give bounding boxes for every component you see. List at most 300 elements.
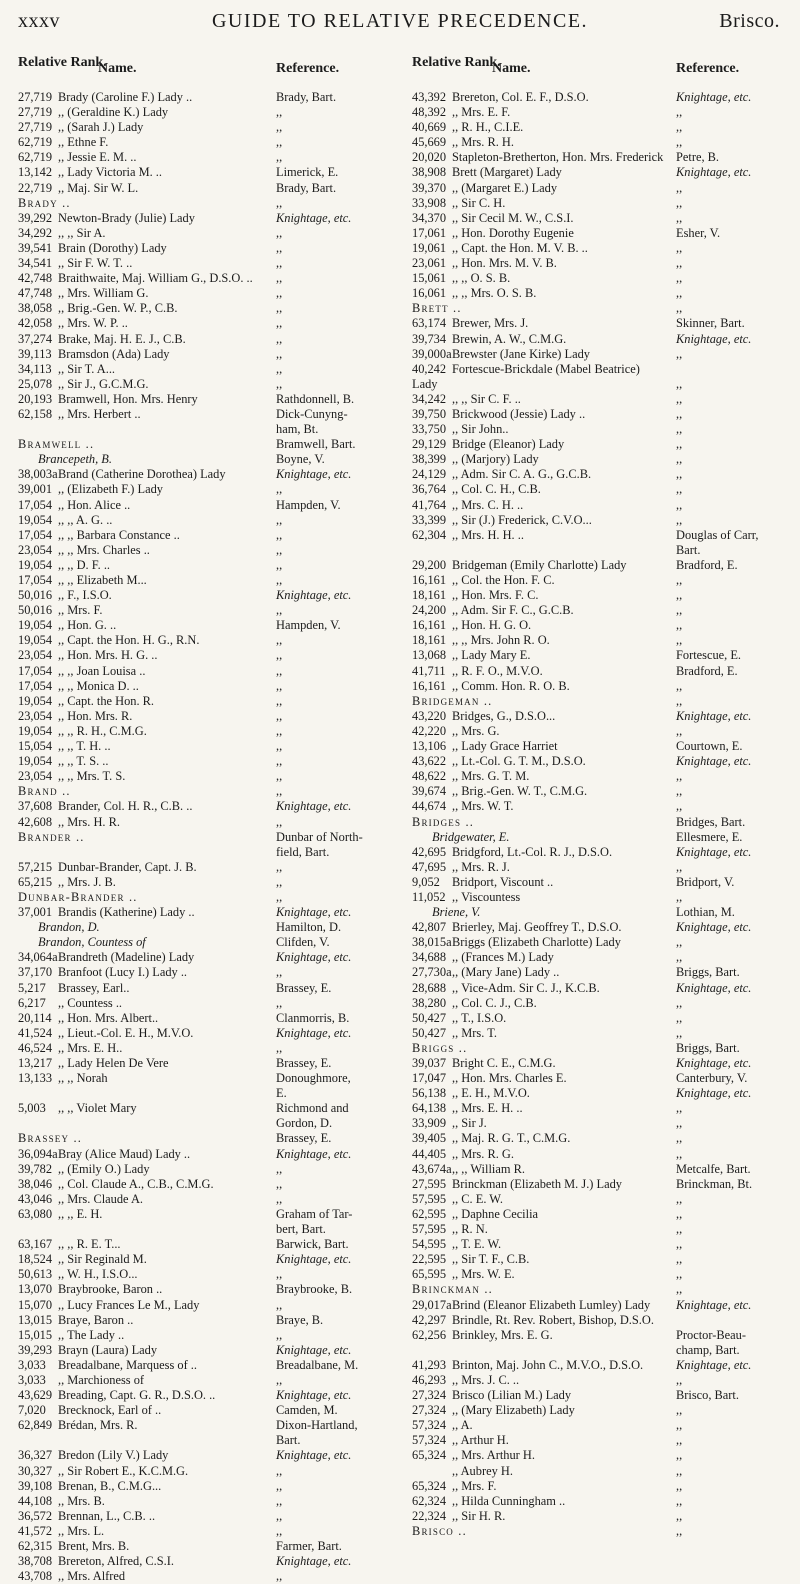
entry-reference: Proctor-Beau- [676, 1327, 746, 1342]
rank-number: 43,674a [412, 1161, 452, 1176]
entry-row [18, 1282, 394, 1297]
entry-reference: ,, [676, 1372, 683, 1387]
entry-row [18, 120, 394, 135]
entry-reference: ,, [276, 361, 283, 376]
entry-reference: Petre, B. [676, 150, 720, 165]
entry-row [18, 1418, 394, 1433]
rank-number: 19,054 [18, 693, 53, 708]
entry-reference: ,, [276, 874, 283, 889]
entry-name: Bridges .. [412, 814, 475, 829]
entry-name: Brett (Margaret) Lady [452, 165, 562, 180]
entry-reference: Braybrooke, B. [276, 1282, 353, 1297]
rank-number: 50,427 [412, 1025, 447, 1040]
entry-reference: ,, [676, 376, 683, 391]
entry-name: ,, Sir (J.) Frederick, C.V.O... [452, 512, 592, 527]
entry-name: ,, Mrs. Claude A. [58, 1191, 144, 1206]
entry-reference: ,, [676, 859, 683, 874]
entry-name: Newton-Brady (Julie) Lady [58, 210, 195, 225]
entry-name: ,, Mrs. J. B. [58, 874, 116, 889]
entry-reference: ,, [676, 210, 683, 225]
entry-name: Brindle, Rt. Rev. Robert, Bishop, D.S.O. [452, 1312, 654, 1327]
running-head: Brisco. [719, 10, 780, 32]
entry-name: Briene, V. [432, 905, 481, 920]
rank-number: 23,054 [18, 648, 53, 663]
entry-row [412, 845, 790, 860]
entry-reference: ,, [676, 1237, 683, 1252]
rank-number: 24,200 [412, 603, 447, 618]
rank-number: 63,167 [18, 1237, 53, 1252]
rank-number: 13,015 [18, 1312, 53, 1327]
rank-number: 28,688 [412, 980, 447, 995]
entry-row [412, 362, 790, 377]
entry-name: Brandon, Countess of [38, 935, 146, 950]
entry-row [18, 633, 394, 648]
entry-row [18, 1207, 394, 1222]
right-column [412, 54, 790, 1539]
rank-number: 43,392 [412, 90, 447, 104]
entry-row [412, 513, 790, 528]
entry-row [18, 467, 394, 482]
rank-number: 19,054 [18, 633, 53, 648]
rank-number: 65,324 [412, 1448, 447, 1463]
entry-row [412, 1388, 790, 1403]
rank-number: 38,399 [412, 452, 447, 467]
rank-number: 27,595 [412, 1176, 447, 1191]
entry-reference: Graham of Tar- [276, 1206, 353, 1221]
rank-number: 57,324 [412, 1418, 447, 1433]
entry-reference: ,, [676, 1523, 683, 1538]
entry-reference: ,, [276, 1161, 283, 1176]
entry-reference: ,, [676, 1116, 683, 1131]
entry-row [18, 256, 394, 271]
entry-row [18, 377, 394, 392]
rank-number: 13,133 [18, 1071, 53, 1086]
entry-row [412, 784, 790, 799]
entry-row [18, 362, 394, 377]
entry-reference: ,, [276, 120, 283, 135]
entry-name: Brake, Maj. H. E. J., C.B. [58, 331, 186, 346]
entry-row [18, 769, 394, 784]
entry-reference: ,, [276, 603, 283, 618]
entry-name: ,, Mrs. W. T. [452, 799, 514, 814]
entry-reference: ,, [676, 950, 683, 965]
entry-name: Fortescue-Brickdale (Mabel Beatrice) [452, 361, 640, 376]
entry-name: ,, Lady Victoria M. .. [58, 165, 162, 180]
entry-row [18, 573, 394, 588]
entry-row [18, 437, 394, 452]
rank-number: 19,054 [18, 618, 53, 633]
entry-name: ,, Col. Claude A., C.B., C.M.G. [58, 1176, 214, 1191]
entry-name: ,, Adm. Sir F. C., G.C.B. [452, 603, 574, 618]
entry-name: ,, Hon. G. .. [58, 618, 117, 633]
rank-number: 57,215 [18, 859, 53, 874]
entry-reference: ,, [276, 256, 283, 271]
entry-reference: ,, [276, 678, 283, 693]
entry-name: ,, Lady Mary E. [452, 648, 531, 663]
entry-reference: Knightage, etc. [276, 1025, 352, 1040]
entry-reference: champ, Bart. [676, 1342, 740, 1357]
entry-reference: ,, [676, 406, 683, 421]
entry-reference: ,, [676, 195, 683, 210]
entry-reference: Brady, Bart. [276, 180, 337, 195]
entry-reference: ,, [676, 693, 683, 708]
entry-name: Brain (Dorothy) Lady [58, 240, 167, 255]
rank-number: 5,003 [18, 1101, 46, 1116]
entry-reference: ,, [676, 1131, 683, 1146]
entry-name: Braye, Baron .. [58, 1312, 134, 1327]
entry-reference: Knightage, etc. [676, 754, 752, 769]
entry-name: Brewin, A. W., C.M.G. [452, 331, 567, 346]
entry-row [18, 90, 394, 105]
entry-row [18, 1192, 394, 1207]
rank-number: 17,054 [18, 663, 53, 678]
entry-name: ,, (Mary Jane) Lady .. [452, 965, 560, 980]
entry-reference: ,, [276, 995, 283, 1010]
rank-number: 17,047 [412, 1071, 447, 1086]
entry-row [412, 679, 790, 694]
entry-reference: ,, [276, 225, 283, 240]
entry-row [18, 211, 394, 226]
entry-row [18, 950, 394, 965]
rank-number: 38,058 [18, 301, 53, 316]
rank-number: 43,629 [18, 1388, 53, 1403]
rank-number: 20,020 [412, 150, 447, 165]
rank-number: 39,037 [412, 1056, 447, 1070]
entry-row [412, 165, 790, 180]
entry-name: ,, Mrs. L. [58, 1523, 105, 1538]
rank-number: 16,061 [412, 286, 447, 301]
rank-number: 27,719 [18, 90, 53, 104]
rank-number: 18,161 [412, 633, 447, 648]
entry-name: Brassey, Earl.. [58, 980, 130, 995]
entry-name: ,, Sir Cecil M. W., C.S.I. [452, 210, 574, 225]
entry-reference: Knightage, etc. [676, 90, 752, 104]
entry-reference: ,, [676, 1252, 683, 1267]
entry-name: ,, Sir T. F., C.B. [452, 1252, 530, 1267]
rank-number: 57,324 [412, 1433, 447, 1448]
entry-row [18, 1433, 394, 1448]
entry-row [412, 799, 790, 814]
entry-reference: ,, [276, 376, 283, 391]
rank-number: 36,094a [18, 1146, 58, 1161]
entry-reference: Hamilton, D. [276, 920, 342, 935]
entry-reference: ,, [676, 1508, 683, 1523]
entry-row [412, 1313, 790, 1328]
entry-row [412, 633, 790, 648]
rank-number: 63,174 [412, 316, 447, 331]
entry-list [412, 90, 790, 1539]
entry-name: ,, Mrs. H. R. [58, 814, 120, 829]
entry-row [412, 996, 790, 1011]
entry-name: Brewster (Jane Kirke) Lady [452, 346, 590, 361]
rank-number: 45,669 [412, 135, 447, 150]
rank-number: 65,595 [412, 1267, 447, 1282]
entry-row [412, 739, 790, 754]
entry-row [18, 603, 394, 618]
entry-reference: Dick-Cunyng- [276, 406, 348, 421]
entry-row [412, 286, 790, 301]
entry-reference: ,, [276, 573, 283, 587]
rank-number: 22,595 [412, 1252, 447, 1267]
entry-row [412, 347, 790, 362]
entry-name: Brander .. [18, 829, 85, 844]
entry-reference: ,, [676, 452, 683, 467]
rank-number: 36,327 [18, 1448, 53, 1463]
entry-row [18, 724, 394, 739]
entry-row [18, 1554, 394, 1569]
entry-name: ,, Sir J. [452, 1116, 487, 1131]
entry-name: Brecknock, Earl of .. [58, 1403, 162, 1418]
rank-number: 41,711 [412, 663, 446, 678]
rank-number: 38,015a [412, 935, 452, 950]
entry-name: ,, Comm. Hon. R. O. B. [452, 678, 570, 693]
entry-name: ,, Maj. R. G. T., C.M.G. [452, 1131, 571, 1146]
entry-reference: ,, [676, 799, 683, 814]
entry-row [412, 437, 790, 452]
entry-name: ,, ,, Monica D. .. [58, 678, 139, 693]
entry-name: Brady (Caroline F.) Lady .. [58, 90, 193, 104]
entry-row [412, 1101, 790, 1116]
rank-number: 39,293 [18, 1342, 53, 1357]
entry-row [18, 1041, 394, 1056]
rank-heading: Relative Rank. [18, 55, 107, 70]
rank-number: 37,274 [18, 331, 53, 346]
rank-number: 56,138 [412, 1086, 447, 1101]
entry-row [18, 1448, 394, 1463]
entry-name: ,, Viscountess [452, 889, 521, 904]
entry-name: ,, Mrs. B. [58, 1493, 105, 1508]
entry-row [412, 1403, 790, 1418]
entry-reference: Bart. [676, 542, 701, 557]
entry-row [18, 1147, 394, 1162]
entry-reference: Lothian, M. [676, 905, 735, 920]
entry-row [412, 271, 790, 286]
entry-reference: ,, [276, 105, 283, 120]
rank-number: 41,572 [18, 1523, 53, 1538]
entry-row [412, 1298, 790, 1313]
entry-name: ,, ,, Mrs. Charles .. [58, 542, 150, 557]
entry-reference: Rathdonnell, B. [276, 391, 355, 406]
entry-name: ,, (Geraldine K.) Lady [58, 105, 169, 120]
entry-name: ,, Mrs. R. G. [452, 1146, 514, 1161]
entry-row [412, 301, 790, 316]
entry-reference: ,, [276, 286, 283, 301]
entry-name: ,, ,, Sir C. F. .. [452, 391, 521, 406]
rank-number: 44,405 [412, 1146, 447, 1161]
rank-number: 29,129 [412, 437, 447, 452]
entry-reference: ,, [276, 965, 283, 980]
entry-row [18, 528, 394, 543]
reference-heading: Reference. [676, 61, 740, 76]
rank-number: 38,708 [18, 1554, 53, 1569]
entry-name: ,, Col. C. J., C.B. [452, 995, 537, 1010]
entry-name: Brayn (Laura) Lady [58, 1342, 158, 1357]
entry-row [412, 528, 790, 543]
entry-reference: ,, [276, 1267, 283, 1282]
entry-reference: ,, [676, 497, 683, 512]
rank-number: 38,280 [412, 995, 447, 1010]
entry-name: ,, ,, Violet Mary [58, 1101, 137, 1116]
entry-name: Brisco (Lilian M.) Lady [452, 1388, 572, 1403]
entry-name: ,, Daphne Cecilia [452, 1206, 539, 1221]
entry-row [412, 332, 790, 347]
entry-reference: ,, [676, 1146, 683, 1161]
rank-number: 13,068 [412, 648, 447, 663]
entry-row [412, 1041, 790, 1056]
entry-reference: ,, [276, 754, 283, 769]
entry-name: ,, Mrs. G. T. M. [452, 769, 530, 784]
entry-row [412, 1147, 790, 1162]
entry-row [18, 1086, 394, 1101]
entry-row [412, 181, 790, 196]
entry-reference: Douglas of Carr, [676, 527, 759, 542]
rank-number: 19,054 [18, 754, 53, 769]
entry-reference: Bradford, E. [676, 663, 738, 678]
entry-name: Bridgeman (Emily Charlotte) Lady [452, 557, 627, 572]
entry-row [412, 1011, 790, 1026]
entry-reference: Brisco, Bart. [676, 1388, 739, 1403]
entry-name: ,, Sir T. A... [58, 361, 116, 376]
entry-row [18, 694, 394, 709]
entry-reference: ,, [676, 422, 683, 437]
entry-reference: Fortescue, E. [676, 648, 742, 663]
rank-heading: Relative Rank. [412, 55, 501, 70]
rank-number: 62,315 [18, 1539, 53, 1553]
rank-number: 64,138 [412, 1101, 447, 1116]
entry-row [412, 120, 790, 135]
rank-number: 22,719 [18, 180, 53, 195]
entry-reference: ,, [276, 693, 283, 708]
rank-number: 62,849 [18, 1418, 53, 1433]
entry-reference: ,, [276, 301, 283, 316]
entry-name: ,, ,, T. H. .. [58, 739, 111, 754]
entry-row [18, 1267, 394, 1282]
rank-number: 42,220 [412, 723, 447, 738]
rank-number: 48,622 [412, 769, 447, 784]
rank-number: 39,001 [18, 482, 53, 497]
rank-number: 34,292 [18, 225, 53, 240]
entry-row [412, 135, 790, 150]
entry-name: ,, ,, Elizabeth M... [58, 573, 147, 587]
entry-row [18, 513, 394, 528]
entry-reference: Ellesmere, E. [676, 829, 743, 844]
entry-name: ,, ,, Barbara Constance .. [58, 527, 180, 542]
entry-reference: ,, [676, 1418, 683, 1433]
entry-reference: Knightage, etc. [276, 1448, 352, 1463]
entry-name: Bright C. E., C.M.G. [452, 1056, 556, 1070]
rank-number: 40,669 [412, 120, 447, 135]
entry-row [412, 1116, 790, 1131]
entry-reference: Richmond and [276, 1101, 349, 1116]
entry-row [18, 1358, 394, 1373]
entry-row [412, 724, 790, 739]
entry-name: ,, Mrs. F. [58, 603, 103, 618]
rank-number: 42,058 [18, 316, 53, 331]
entry-row [18, 1177, 394, 1192]
entry-name: Brassey .. [18, 1131, 83, 1146]
rank-number: 39,113 [18, 346, 52, 361]
entry-row [412, 1177, 790, 1192]
entry-name: Brisco .. [412, 1523, 467, 1538]
entry-reference: ,, [676, 1191, 683, 1206]
rank-number: 33,399 [412, 512, 447, 527]
rank-number: 44,674 [412, 799, 447, 814]
entry-name: Braithwaite, Maj. William G., D.S.O. .. [58, 271, 253, 286]
entry-name: ,, Col. C. H., C.B. [452, 482, 541, 497]
entry-reference: Knightage, etc. [276, 1342, 352, 1357]
entry-name: Bridge (Eleanor) Lady [452, 437, 565, 452]
entry-name: Brett .. [412, 301, 462, 316]
rank-number: 17,054 [18, 678, 53, 693]
entry-reference: Knightage, etc. [276, 1252, 352, 1267]
entry-name: ,, Mrs. R. H. [452, 135, 514, 150]
entry-row [412, 1252, 790, 1267]
entry-row [412, 694, 790, 709]
entry-reference: Knightage, etc. [276, 588, 352, 603]
entry-reference: Hampden, V. [276, 497, 341, 512]
entry-name: Brandon, D. [38, 920, 100, 935]
entry-name: Bray (Alice Maud) Lady .. [58, 1146, 191, 1161]
rank-number: 39,292 [18, 210, 53, 225]
entry-row [18, 422, 394, 437]
entry-name: ,, Mrs. H. H. .. [452, 527, 524, 542]
entry-name: ,, ,, Norah [58, 1071, 108, 1086]
rank-number: 50,427 [412, 1010, 447, 1025]
entry-name: ,, Mrs. W. P. .. [58, 316, 128, 331]
entry-row [412, 981, 790, 996]
entry-reference: ,, [676, 256, 683, 271]
entry-row [412, 573, 790, 588]
entry-reference: Clanmorris, B. [276, 1010, 350, 1025]
rank-number: 39,782 [18, 1161, 53, 1176]
entry-row [18, 316, 394, 331]
rank-number: 42,748 [18, 271, 53, 286]
entry-row [18, 935, 394, 950]
entry-reference: Knightage, etc. [276, 467, 352, 482]
rank-number: 18,161 [412, 588, 447, 603]
entry-row [18, 965, 394, 980]
entry-name: Braybrooke, Baron .. [58, 1282, 163, 1297]
rank-number: 42,608 [18, 814, 53, 829]
entry-name: ,, Mrs. T. [452, 1025, 497, 1040]
entry-name: ,, Lt.-Col. G. T. M., D.S.O. [452, 754, 586, 769]
entry-name: Brandreth (Madeline) Lady [58, 950, 195, 965]
entry-row [18, 482, 394, 497]
entry-row [412, 1328, 790, 1343]
entry-row [18, 709, 394, 724]
rank-number: 63,080 [18, 1206, 53, 1221]
entry-row [18, 1388, 394, 1403]
rank-number: 29,200 [412, 557, 447, 572]
entry-row [18, 664, 394, 679]
entry-reference: ,, [276, 331, 283, 346]
rank-number: 37,608 [18, 799, 53, 814]
rank-number: 36,572 [18, 1508, 53, 1523]
entry-name: ,, ,, R. E. T... [58, 1237, 121, 1252]
entry-name: ,, Lady Grace Harriet [452, 739, 558, 754]
entry-reference: Canterbury, V. [676, 1071, 748, 1086]
entry-row [18, 784, 394, 799]
rank-number: 37,170 [18, 965, 53, 980]
entry-name: Brand (Catherine Dorothea) Lady [58, 467, 226, 482]
entry-row [412, 648, 790, 663]
entry-row [18, 618, 394, 633]
entry-row [18, 1071, 394, 1086]
entry-name: ,, A. [452, 1418, 473, 1433]
reference-heading: Reference. [276, 61, 340, 76]
entry-name: Brind (Eleanor Elizabeth Lumley) Lady [452, 1297, 651, 1312]
entry-name: ,, Sir C. H. [452, 195, 506, 210]
